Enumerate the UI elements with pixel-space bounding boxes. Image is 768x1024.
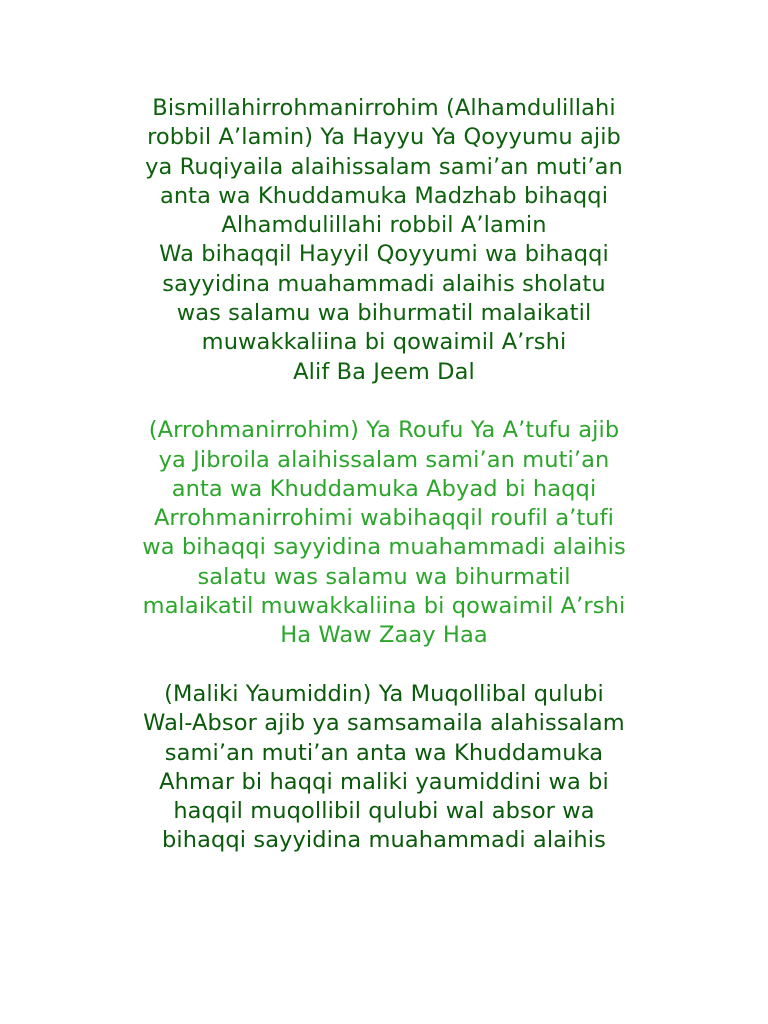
text-line: muwakkaliina bi qowaimil A’rshi (201, 329, 567, 356)
text-line: Ahmar bi haqqi maliki yaumiddini wa bi (159, 768, 609, 795)
text-line: Wal-Absor ajib ya samsamaila alahissalam (143, 710, 625, 737)
text-line: Alif Ba Jeem Dal (293, 358, 475, 385)
text-line: robbil A’lamin) Ya Hayyu Ya Qoyyumu ajib (147, 124, 621, 151)
text-line: Ha Waw Zaay Haa (280, 622, 488, 649)
stanza-3 (0, 680, 768, 856)
stanza-2 (0, 416, 768, 650)
text-line: ya Jibroila alaihissalam sami’an muti’an (158, 446, 610, 473)
text-line: (Arrohmanirrohim) Ya Roufu Ya A’tufu ajib (148, 417, 620, 444)
text-line: was salamu wa bihurmatil malaikatil (176, 300, 592, 327)
text-line: salatu was salamu wa bihurmatil (197, 563, 571, 590)
text-line: Bismillahirrohmanirrohim (Alhamdulillahi (152, 95, 616, 121)
document-page (0, 94, 768, 856)
text-line: Wa bihaqqil Hayyil Qoyyumi wa bihaqqi (159, 241, 609, 268)
text-line: sami’an muti’an anta wa Khuddamuka (164, 739, 604, 766)
text-line: Alhamdulillahi robbil A’lamin (221, 212, 547, 239)
text-line: (Maliki Yaumiddin) Ya Muqollibal qulubi (164, 680, 604, 707)
text-line: ya Ruqiyaila alaihissalam sami’an muti’an (145, 153, 623, 180)
stanza-1 (0, 94, 768, 387)
text-line: wa bihaqqi sayyidina muahammadi alaihis (142, 534, 626, 561)
text-line: malaikatil muwakkaliina bi qowaimil A’rshi (142, 593, 626, 620)
text-line: Arrohmanirrohimi wabihaqqil roufil a’tufi (153, 505, 615, 532)
text-line: bihaqqi sayyidina muahammadi alaihis (162, 827, 606, 854)
text-line: anta wa Khuddamuka Madzhab bihaqqi (159, 182, 609, 209)
text-line: sayyidina muahammadi alaihis sholatu (162, 270, 606, 297)
text-line: anta wa Khuddamuka Abyad bi haqqi (171, 475, 597, 502)
text-line: haqqil muqollibil qulubi wal absor wa (173, 798, 595, 825)
